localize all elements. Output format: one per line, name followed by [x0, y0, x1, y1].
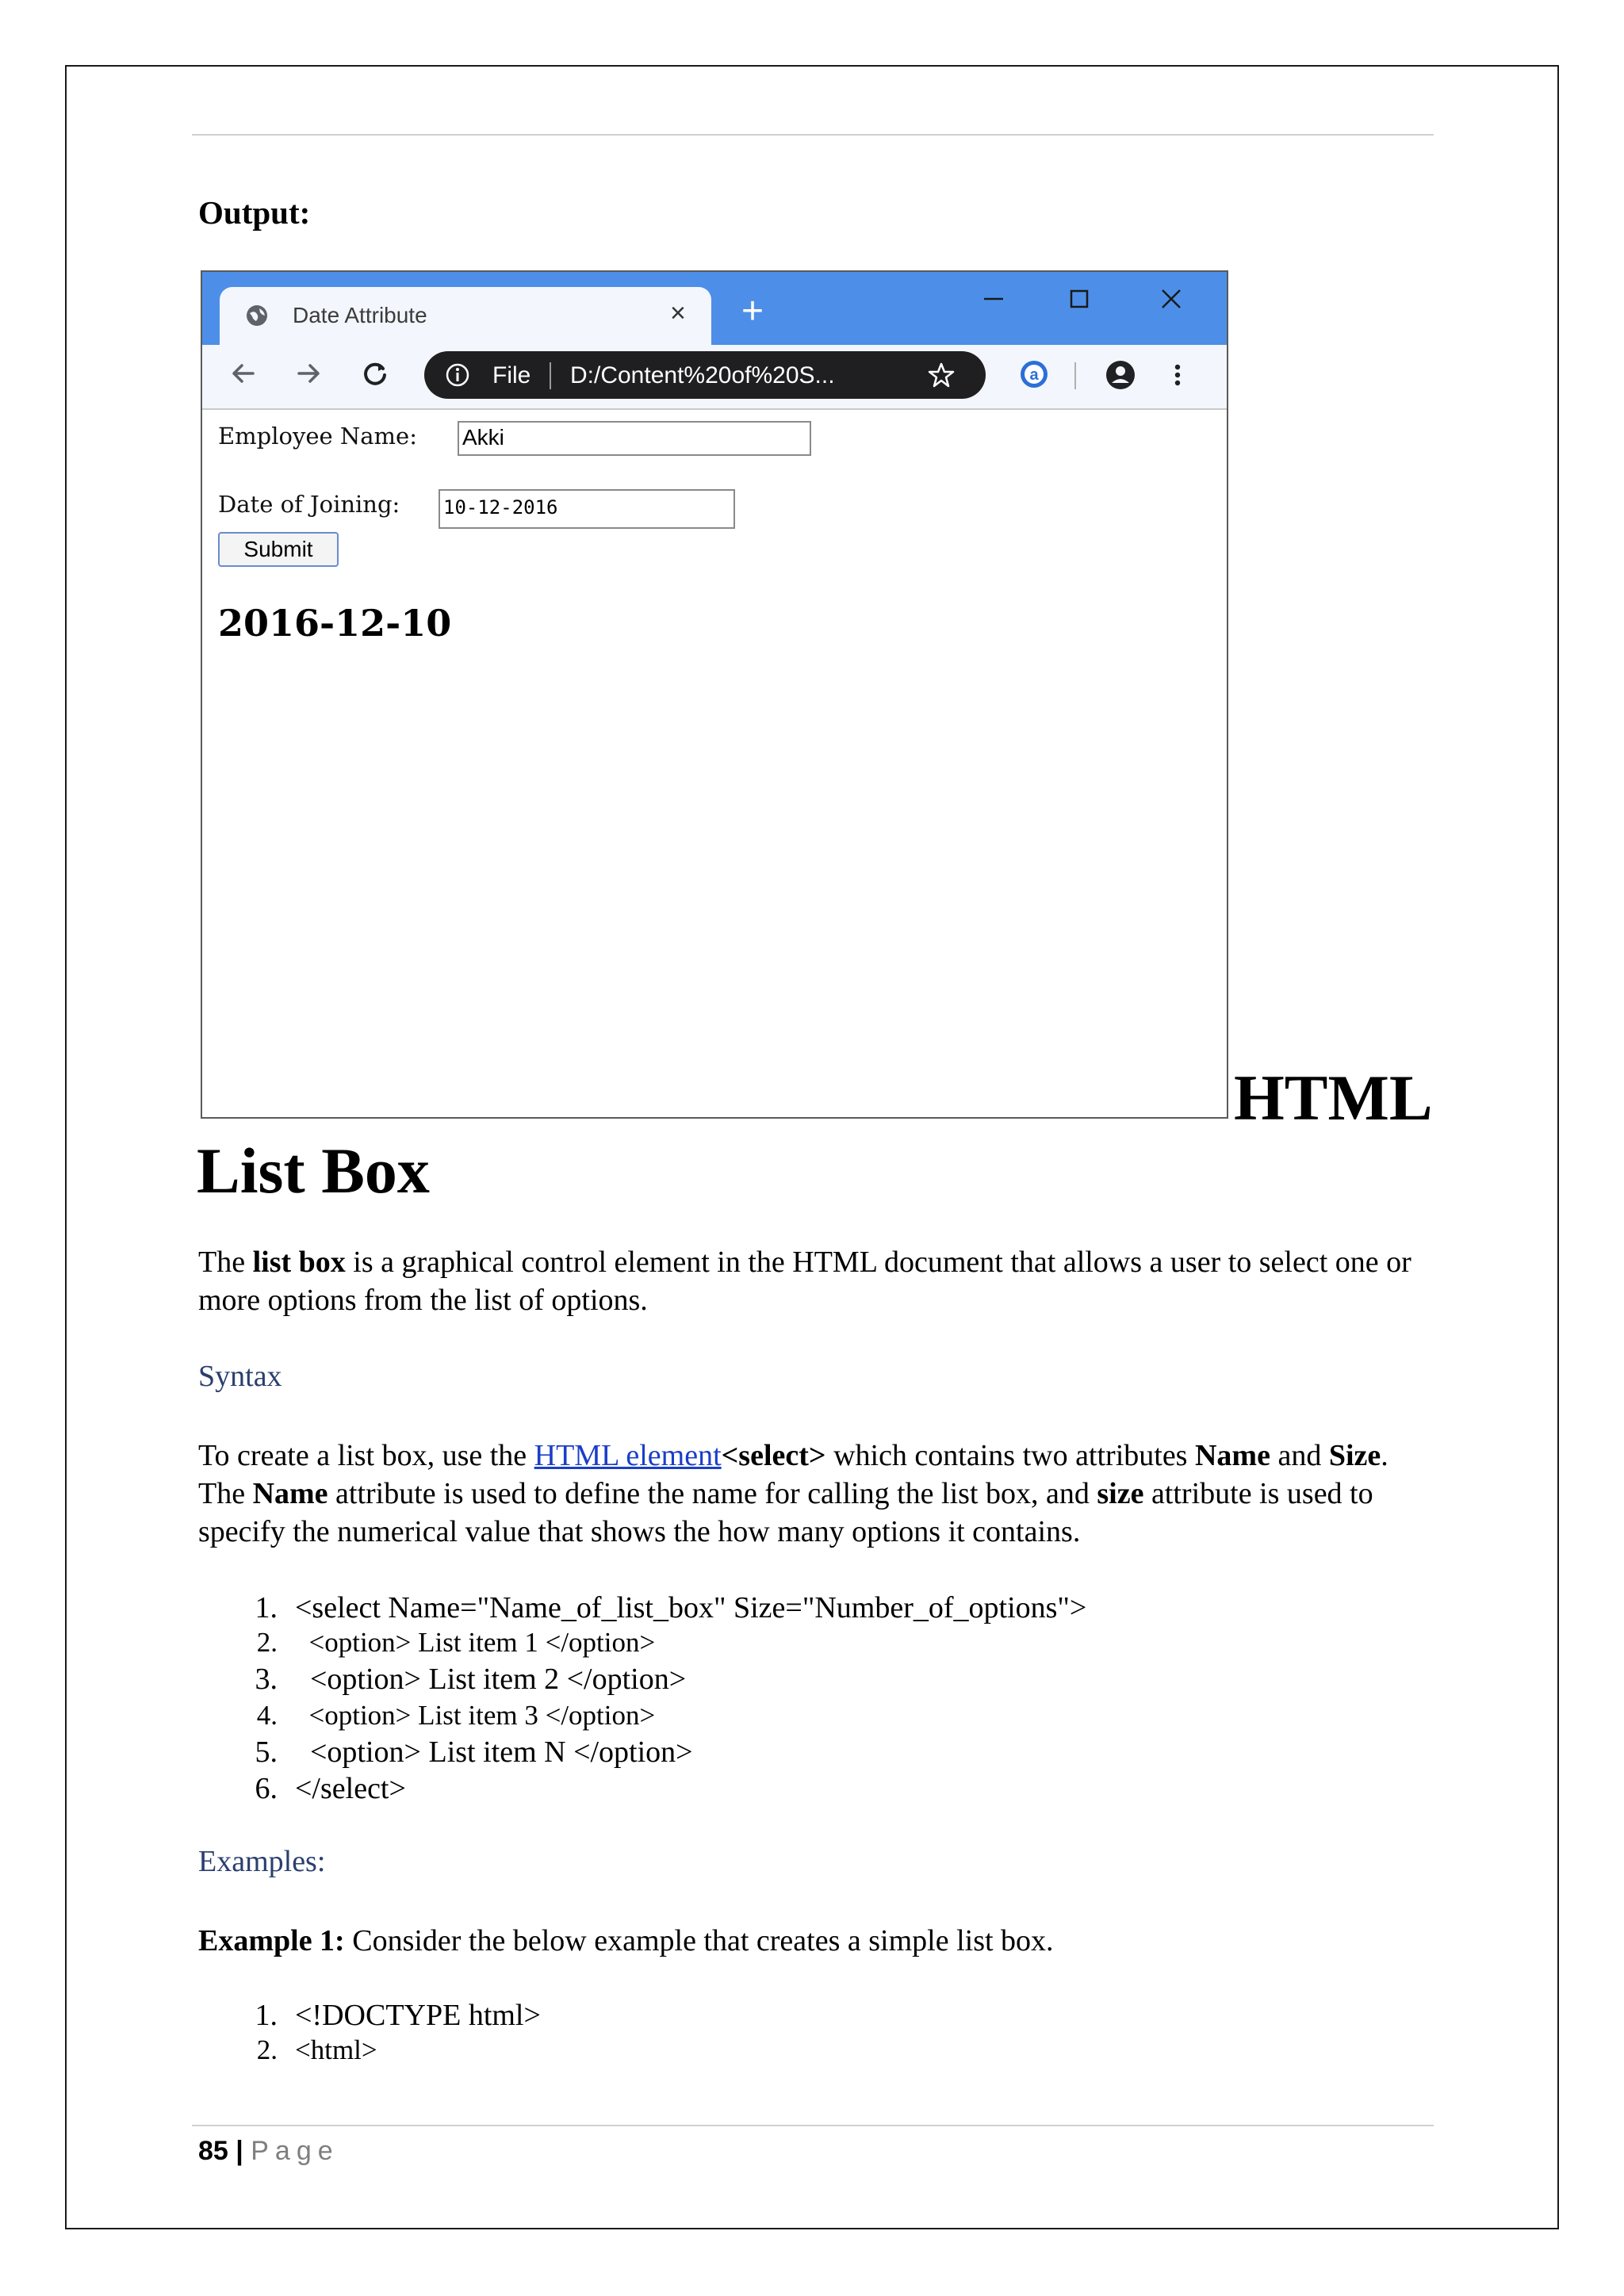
- menu-dots-icon[interactable]: [1170, 358, 1185, 392]
- svg-text:a: a: [1029, 366, 1039, 384]
- info-icon[interactable]: [445, 362, 470, 388]
- browser-tab[interactable]: [220, 287, 711, 345]
- code-text: <option> List item 2 </option>: [295, 1663, 687, 1696]
- syntax-text-5: attribute is used to define the name for calling the list box, and: [327, 1477, 1097, 1510]
- syntax-text-4: . The: [198, 1439, 1388, 1510]
- date-of-joining-label: Date of Joining:: [218, 491, 400, 518]
- size-bold-2: size: [1097, 1477, 1144, 1510]
- code-text: <select Name="Name_of_list_box" Size="Number_of_options">: [295, 1591, 1087, 1624]
- code-text: <option> List item 1 </option>: [295, 1627, 656, 1658]
- size-bold: Size: [1328, 1439, 1381, 1472]
- footer-separator: |: [228, 2136, 251, 2166]
- heading-part-2: List Box: [197, 1135, 430, 1207]
- address-url[interactable]: D:/Content%20of%20S...: [570, 362, 835, 388]
- browser-toolbar: [202, 345, 1227, 410]
- page-number: 85: [198, 2136, 228, 2166]
- syntax-text-3: and: [1270, 1439, 1329, 1472]
- employee-name-label: Employee Name:: [218, 423, 417, 450]
- code-text: <!DOCTYPE html>: [295, 1999, 541, 2032]
- example-1-text: Consider the below example that creates a simple list box.: [344, 1924, 1054, 1957]
- syntax-text-2: which contains two attributes: [825, 1439, 1195, 1472]
- submit-button[interactable]: Submit: [218, 532, 339, 567]
- address-separator: [550, 362, 551, 389]
- syntax-heading: Syntax: [198, 1360, 282, 1393]
- tab-close-icon[interactable]: ×: [670, 298, 686, 328]
- maximize-icon[interactable]: [1067, 286, 1092, 312]
- line-number: 3.: [255, 1663, 278, 1696]
- syntax-text-1: To create a list box, use the: [198, 1439, 534, 1472]
- line-number: 1.: [255, 1591, 278, 1624]
- heading-part-1: HTML: [1234, 1062, 1433, 1134]
- name-bold: Name: [1194, 1439, 1270, 1472]
- date-of-joining-input[interactable]: 10-12-2016: [439, 489, 735, 529]
- address-scheme-label: File: [492, 362, 531, 388]
- syntax-paragraph: [198, 1437, 1435, 1551]
- code-text: </select>: [295, 1772, 406, 1805]
- example-1-bold: Example 1:: [198, 1924, 345, 1957]
- page-footer: [198, 2136, 339, 2167]
- amazon-extension-icon[interactable]: [1017, 358, 1051, 391]
- forward-icon[interactable]: [291, 356, 326, 391]
- example-1-paragraph: [198, 1922, 1435, 1960]
- reload-icon[interactable]: [358, 356, 393, 391]
- line-number: 1.: [255, 1999, 278, 2032]
- browser-screenshot: [201, 270, 1228, 1119]
- line-number: 2.: [256, 1627, 278, 1658]
- back-icon[interactable]: [226, 356, 261, 391]
- window-close-icon[interactable]: [1159, 286, 1184, 312]
- code-text: <option> List item 3 </option>: [295, 1700, 656, 1731]
- syntax-text-6: attribute is used to specify the numerical value that shows the how many options it contains.: [198, 1477, 1373, 1548]
- html-element-link[interactable]: HTML element: [534, 1439, 722, 1472]
- output-label: Output:: [198, 194, 311, 231]
- footer-rule: [192, 2125, 1434, 2126]
- intro-paragraph: [198, 1243, 1435, 1319]
- code-text: <html>: [295, 2034, 377, 2065]
- code-text: <option> List item N </option>: [295, 1735, 693, 1769]
- result-date: 2016-12-10: [218, 602, 452, 645]
- examples-heading: Examples:: [198, 1845, 326, 1878]
- line-number: 2.: [256, 2034, 278, 2065]
- select-tag-bold: <select>: [721, 1439, 826, 1472]
- line-number: 4.: [256, 1700, 278, 1731]
- name-bold-2: Name: [252, 1477, 328, 1510]
- toolbar-divider: [1074, 362, 1076, 389]
- address-bar[interactable]: [424, 351, 986, 399]
- header-rule: [192, 134, 1434, 136]
- bookmark-star-icon[interactable]: [927, 361, 956, 389]
- tab-bar: [202, 272, 1227, 345]
- line-number: 5.: [255, 1735, 278, 1769]
- globe-icon: [245, 304, 269, 327]
- page-word: Page: [251, 2136, 339, 2166]
- employee-name-input[interactable]: Akki: [458, 421, 811, 456]
- tab-title: Date Attribute: [293, 303, 427, 327]
- profile-icon[interactable]: [1103, 358, 1138, 392]
- intro-bold: list box: [252, 1246, 346, 1279]
- intro-text: The: [198, 1246, 253, 1279]
- new-tab-icon[interactable]: +: [741, 290, 764, 332]
- minimize-icon[interactable]: [981, 286, 1006, 312]
- intro-text-2: is a graphical control element in the HTML document that allows a user to select one or more options from the list of options.: [198, 1246, 1411, 1317]
- line-number: 6.: [255, 1772, 278, 1805]
